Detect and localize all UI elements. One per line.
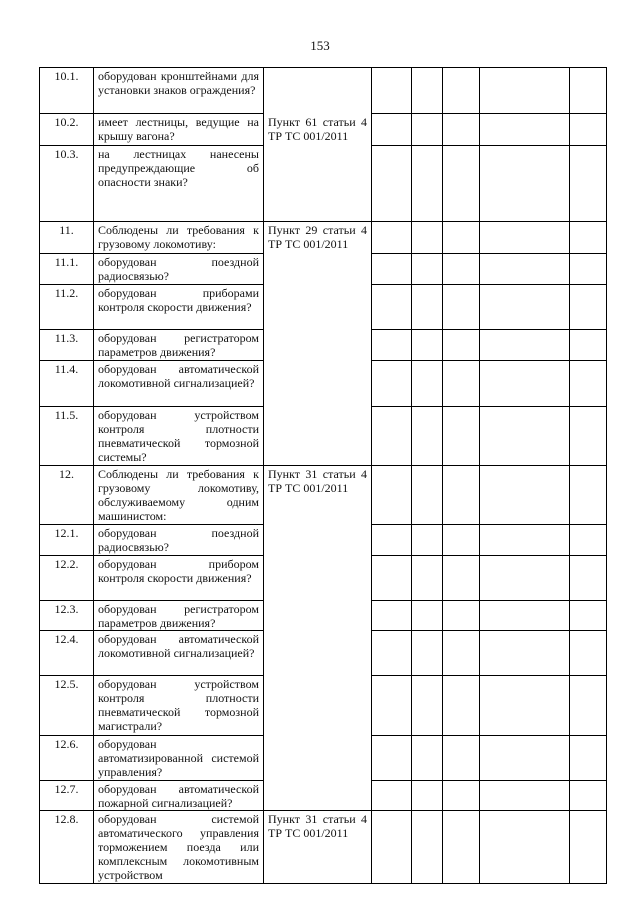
answer-cell-no bbox=[412, 556, 443, 601]
answer-cell-no bbox=[412, 781, 443, 811]
extra-cell bbox=[570, 68, 607, 114]
reference-cell bbox=[264, 68, 372, 114]
extra-cell bbox=[570, 361, 607, 407]
answer-cell-na bbox=[443, 407, 480, 466]
answer-cell-na bbox=[443, 361, 480, 407]
row-number: 12.7. bbox=[40, 781, 94, 811]
row-number: 11.3. bbox=[40, 330, 94, 361]
table-row bbox=[40, 407, 607, 466]
table-row bbox=[40, 781, 607, 811]
answer-cell-na bbox=[443, 330, 480, 361]
note-cell bbox=[480, 631, 570, 676]
table-row bbox=[40, 525, 607, 556]
answer-cell-no bbox=[412, 285, 443, 330]
note-cell bbox=[480, 330, 570, 361]
table-row bbox=[40, 556, 607, 601]
checklist-table bbox=[39, 67, 607, 884]
extra-cell bbox=[570, 254, 607, 285]
extra-cell bbox=[570, 631, 607, 676]
table-row bbox=[40, 361, 607, 407]
question-text: оборудован поездной радиосвязью? bbox=[94, 525, 264, 556]
table-row bbox=[40, 466, 607, 525]
answer-cell-yes bbox=[372, 466, 412, 525]
reference-cell bbox=[264, 736, 372, 781]
answer-cell-na bbox=[443, 285, 480, 330]
note-cell bbox=[480, 407, 570, 466]
answer-cell-yes bbox=[372, 254, 412, 285]
answer-cell-no bbox=[412, 601, 443, 631]
reference-text: Пункт 31 статьи 4 ТР ТС 001/2011 bbox=[264, 466, 372, 525]
answer-cell-yes bbox=[372, 68, 412, 114]
answer-cell-no bbox=[412, 114, 443, 146]
note-cell bbox=[480, 68, 570, 114]
answer-cell-yes bbox=[372, 736, 412, 781]
answer-cell-na bbox=[443, 676, 480, 736]
reference-cell bbox=[264, 631, 372, 676]
table-row bbox=[40, 601, 607, 631]
answer-cell-yes bbox=[372, 631, 412, 676]
answer-cell-na bbox=[443, 466, 480, 525]
reference-cell bbox=[264, 146, 372, 222]
question-text: оборудован автоматизированной системой управления? bbox=[94, 736, 264, 781]
table-row bbox=[40, 146, 607, 222]
answer-cell-no bbox=[412, 466, 443, 525]
answer-cell-yes bbox=[372, 146, 412, 222]
answer-cell-yes bbox=[372, 811, 412, 884]
question-text: оборудован системой автоматического управления торможением поезда или комплексным локомотивным устройством bbox=[94, 811, 264, 884]
question-text: оборудован автоматической локомотивной сигнализацией? bbox=[94, 361, 264, 407]
question-text: оборудован автоматической пожарной сигнализацией? bbox=[94, 781, 264, 811]
extra-cell bbox=[570, 525, 607, 556]
answer-cell-no bbox=[412, 811, 443, 884]
answer-cell-no bbox=[412, 407, 443, 466]
answer-cell-no bbox=[412, 361, 443, 407]
note-cell bbox=[480, 114, 570, 146]
reference-cell bbox=[264, 407, 372, 466]
note-cell bbox=[480, 466, 570, 525]
extra-cell bbox=[570, 781, 607, 811]
note-cell bbox=[480, 736, 570, 781]
question-text: Соблюдены ли требования к грузовому локомотиву: bbox=[94, 222, 264, 254]
reference-cell bbox=[264, 556, 372, 601]
extra-cell bbox=[570, 285, 607, 330]
question-text: оборудован регистратором параметров движения? bbox=[94, 601, 264, 631]
reference-cell bbox=[264, 361, 372, 407]
answer-cell-na bbox=[443, 631, 480, 676]
answer-cell-na bbox=[443, 254, 480, 285]
extra-cell bbox=[570, 556, 607, 601]
question-text: имеет лестницы, ведущие на крышу вагона? bbox=[94, 114, 264, 146]
reference-text: Пункт 29 статьи 4 ТР ТС 001/2011 bbox=[264, 222, 372, 254]
question-text: оборудован поездной радиосвязью? bbox=[94, 254, 264, 285]
answer-cell-na bbox=[443, 601, 480, 631]
answer-cell-na bbox=[443, 781, 480, 811]
row-number: 11. bbox=[40, 222, 94, 254]
note-cell bbox=[480, 676, 570, 736]
question-text: оборудован устройством контроля плотности пневматической тормозной магистрали? bbox=[94, 676, 264, 736]
extra-cell bbox=[570, 736, 607, 781]
question-text: оборудован регистратором параметров движения? bbox=[94, 330, 264, 361]
reference-cell bbox=[264, 330, 372, 361]
answer-cell-yes bbox=[372, 781, 412, 811]
page-number: 153 bbox=[310, 38, 330, 53]
note-cell bbox=[480, 601, 570, 631]
answer-cell-no bbox=[412, 736, 443, 781]
answer-cell-yes bbox=[372, 222, 412, 254]
row-number: 12.2. bbox=[40, 556, 94, 601]
answer-cell-na bbox=[443, 146, 480, 222]
row-number: 11.4. bbox=[40, 361, 94, 407]
row-number: 12.3. bbox=[40, 601, 94, 631]
note-cell bbox=[480, 556, 570, 601]
row-number: 10.3. bbox=[40, 146, 94, 222]
answer-cell-na bbox=[443, 556, 480, 601]
table-row bbox=[40, 222, 607, 254]
answer-cell-no bbox=[412, 631, 443, 676]
answer-cell-na bbox=[443, 222, 480, 254]
reference-cell bbox=[264, 601, 372, 631]
table-row bbox=[40, 736, 607, 781]
row-number: 11.1. bbox=[40, 254, 94, 285]
table-row bbox=[40, 68, 607, 114]
answer-cell-na bbox=[443, 736, 480, 781]
question-text: оборудован приборами контроля скорости движения? bbox=[94, 285, 264, 330]
extra-cell bbox=[570, 466, 607, 525]
reference-cell bbox=[264, 254, 372, 285]
note-cell bbox=[480, 254, 570, 285]
table-row bbox=[40, 811, 607, 884]
answer-cell-yes bbox=[372, 285, 412, 330]
reference-cell bbox=[264, 781, 372, 811]
question-text: оборудован устройством контроля плотности пневматической тормозной системы? bbox=[94, 407, 264, 466]
question-text: оборудован автоматической локомотивной сигнализацией? bbox=[94, 631, 264, 676]
table-row bbox=[40, 254, 607, 285]
row-number: 11.2. bbox=[40, 285, 94, 330]
note-cell bbox=[480, 361, 570, 407]
extra-cell bbox=[570, 222, 607, 254]
note-cell bbox=[480, 525, 570, 556]
reference-text: Пункт 61 статьи 4 ТР ТС 001/2011 bbox=[264, 114, 372, 146]
extra-cell bbox=[570, 676, 607, 736]
reference-cell bbox=[264, 285, 372, 330]
answer-cell-yes bbox=[372, 676, 412, 736]
row-number: 12.4. bbox=[40, 631, 94, 676]
answer-cell-yes bbox=[372, 330, 412, 361]
answer-cell-yes bbox=[372, 361, 412, 407]
answer-cell-yes bbox=[372, 407, 412, 466]
note-cell bbox=[480, 285, 570, 330]
answer-cell-no bbox=[412, 330, 443, 361]
extra-cell bbox=[570, 811, 607, 884]
row-number: 10.2. bbox=[40, 114, 94, 146]
table-row bbox=[40, 114, 607, 146]
extra-cell bbox=[570, 146, 607, 222]
row-number: 12.1. bbox=[40, 525, 94, 556]
answer-cell-yes bbox=[372, 114, 412, 146]
table-row bbox=[40, 330, 607, 361]
answer-cell-no bbox=[412, 676, 443, 736]
row-number: 11.5. bbox=[40, 407, 94, 466]
answer-cell-no bbox=[412, 222, 443, 254]
row-number: 12. bbox=[40, 466, 94, 525]
answer-cell-na bbox=[443, 811, 480, 884]
question-text: на лестницах нанесены предупреждающие об опасности знаки? bbox=[94, 146, 264, 222]
reference-cell bbox=[264, 676, 372, 736]
answer-cell-na bbox=[443, 68, 480, 114]
extra-cell bbox=[570, 114, 607, 146]
reference-text: Пункт 31 статьи 4 ТР ТС 001/2011 bbox=[264, 811, 372, 884]
note-cell bbox=[480, 146, 570, 222]
answer-cell-na bbox=[443, 525, 480, 556]
answer-cell-yes bbox=[372, 525, 412, 556]
note-cell bbox=[480, 781, 570, 811]
question-text: оборудован прибором контроля скорости движения? bbox=[94, 556, 264, 601]
answer-cell-no bbox=[412, 254, 443, 285]
table-row bbox=[40, 676, 607, 736]
note-cell bbox=[480, 222, 570, 254]
row-number: 12.6. bbox=[40, 736, 94, 781]
question-text: Соблюдены ли требования к грузовому локомотиву, обслуживаемому одним машинистом: bbox=[94, 466, 264, 525]
answer-cell-no bbox=[412, 146, 443, 222]
note-cell bbox=[480, 811, 570, 884]
answer-cell-yes bbox=[372, 601, 412, 631]
row-number: 12.8. bbox=[40, 811, 94, 884]
answer-cell-yes bbox=[372, 556, 412, 601]
extra-cell bbox=[570, 330, 607, 361]
answer-cell-no bbox=[412, 68, 443, 114]
extra-cell bbox=[570, 407, 607, 466]
row-number: 10.1. bbox=[40, 68, 94, 114]
table-row bbox=[40, 631, 607, 676]
reference-cell bbox=[264, 525, 372, 556]
answer-cell-no bbox=[412, 525, 443, 556]
extra-cell bbox=[570, 601, 607, 631]
table-row bbox=[40, 285, 607, 330]
row-number: 12.5. bbox=[40, 676, 94, 736]
question-text: оборудован кронштейнами для установки знаков ограждения? bbox=[94, 68, 264, 114]
answer-cell-na bbox=[443, 114, 480, 146]
